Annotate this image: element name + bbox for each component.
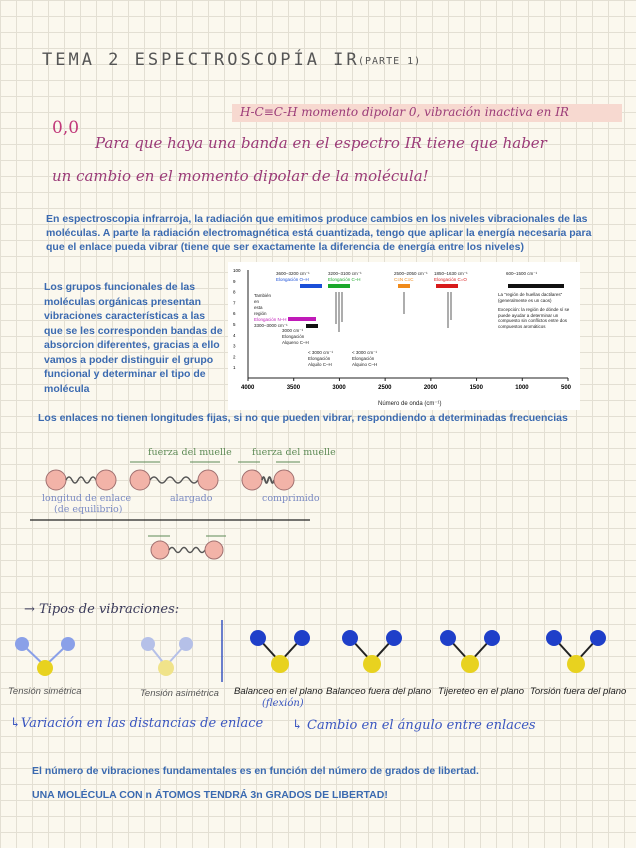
paragraph-quantization: En espectroscopia infrarroja, la radiación que emitimos produce cambios en los niveles vibracionales de las moléculas. A parte la radiación electromagnética está cuantizada, tengo que aplicar la energía necesaria para que el enlace pueda vibrar (tiene que ser exactamente la diferencia de energía entre los niveles) [46,213,592,253]
spring-st [150,477,198,483]
x-tick-label: 1000 [515,385,529,391]
annot-alkyne-1: < 3000 cm⁻¹ [352,350,378,355]
y-tick-label: 7 [233,300,236,306]
y-tick-label: 100 [233,268,241,273]
label-equilibrium-1: longitud de enlace [42,493,132,504]
left-note-3: esta [254,305,263,310]
spring-co [262,477,274,483]
band-range-oh: 3600–3200 cm⁻¹ [276,271,310,276]
atom-eq-right [96,470,116,490]
label-twisting: Torsión fuera del plano [530,686,627,697]
annot-alkene-3: Alqueno C–H [282,340,309,345]
highlight-note-text: H-C≡C-H momento dipolar 0, vibración inactiva en IR [240,105,569,119]
label-asymmetric-stretch: Tensión asimétrica [140,688,219,699]
molecule-scissoring [440,630,500,673]
page-subtitle: (PARTE 1) [358,56,422,67]
label-scissoring: Tijereteo en el plano [438,686,525,697]
force-label-1: fuerza del muelle [148,447,232,458]
band-range-co: 1850–1630 cm⁻¹ [434,271,468,276]
annot-alkyne-2: Elongación [352,356,375,361]
atom-bottom-right [205,541,223,559]
note-bond-distance-text: Variación en las distancias de enlace [20,716,264,731]
y-tick-label: 6 [233,311,236,317]
band-bar-co [436,284,458,288]
x-tick-label: 3000 [332,385,346,391]
x-axis-label: Número de onda (cm⁻¹) [378,401,442,407]
band-bar-nh [288,317,316,321]
atom-co-right [274,470,294,490]
band-bar-ch [328,284,350,288]
vibration-types-heading: → Tipos de vibraciones: [24,602,180,617]
page-title: TEMA 2 ESPECTROSCOPÍA IR [42,50,360,70]
atom-bottom-left [151,541,169,559]
highlight-note [232,104,622,122]
left-note-nh-range: 3300–3000 cm⁻¹ [254,323,288,328]
annot-alkyl-2: Elongación [308,356,331,361]
x-tick-label: 2500 [378,385,392,391]
atom-st-left [130,470,150,490]
band-range-cn: 2500–2050 cm⁻¹ [394,271,428,276]
band-bar-cn [398,284,410,288]
band-range-fingerprint: 600–1500 cm⁻¹ [506,271,538,276]
footer-3n-rule: UNA MOLÉCULA CON n ÁTOMOS TENDRÁ 3n GRADOS DE LIBERTAD! [32,789,388,801]
spring-bottom [169,548,205,553]
molecule-asymmetric-stretch [141,637,193,676]
molecule-twisting [546,630,606,673]
molecule-wagging [342,630,402,673]
footer-degrees-of-freedom: El número de vibraciones fundamentales es en función del número de grados de libertad. [32,765,479,777]
band-range-ch: 3200–3100 cm⁻¹ [328,271,362,276]
x-tick-label: 1500 [469,385,483,391]
atom-eq-left [46,470,66,490]
band-label-oh: Elongación O–H [276,277,309,282]
fingerprint-note [498,292,574,366]
atom-co-left [242,470,262,490]
y-tick-label: 4 [233,332,236,338]
band-bar-oh [300,284,322,288]
atom-st-right [198,470,218,490]
y-tick-label: 2 [233,354,236,360]
vibration-types-heading-text: Tipos de vibraciones: [39,602,180,617]
note-angle-text: Cambio en el ángulo entre enlaces [307,718,536,733]
x-tick-label: 500 [561,385,572,391]
annot-alkyne-3: Alquino C–H [352,362,378,367]
y-tick-label: 1 [233,365,236,371]
paragraph-bond-vibration: Los enlaces no tienen longitudes fijas, si no que pueden vibrar, respondiendo a determinadas frecuencias [38,412,568,424]
x-tick-label: 2000 [423,385,438,391]
left-note-nh: Elongación N–H [254,317,287,322]
y-tick-label: 8 [233,289,236,295]
label-stretched: alargado [170,493,213,504]
annot-alkene-1: 3000 cm⁻¹ [282,328,304,333]
force-label-2: fuerza del muelle [252,447,336,458]
left-note-4: región [254,311,267,316]
note-angle: ↳ Cambio en el ángulo entre enlaces [292,718,536,733]
paragraph-functional-groups: Los grupos funcionales de las moléculas orgánicas presentan vibraciones características a las que se les corresponden bandas de absorcion diferentes, gracias a ello vamos a poder distinguir el grupo funcional y determinar el tipo de molécula [44,281,223,395]
band-label-co: Elongación C=O [434,277,467,282]
label-rocking: Balanceo en el plano [234,686,323,697]
ir-spectrum-chart [228,262,580,410]
fingerprint-title: La "región de huellas dactilares" (generalmente es un caos) [498,292,563,303]
flexion-label: (flexión) [262,698,304,709]
annot-alkene-2: Elongación [282,334,305,339]
intro-line-2: un cambio en el momento dipolar de la molécula! [52,167,429,185]
x-tick-label: 4000 [241,385,255,391]
label-equilibrium-2: (de equilibrio) [54,504,123,515]
y-tick-label: 9 [233,278,236,284]
annot-alkyl-1: < 3000 cm⁻¹ [308,350,334,355]
molecule-rocking-in-plane [250,630,310,673]
label-symmetric-stretch: Tensión simétrica [8,686,82,697]
band-label-cn: C≡N C≡C [394,277,414,282]
y-tick-label: 5 [233,322,236,327]
intro-line-1: Para que haya una banda en el espectro IR tiene que haber [95,134,547,152]
band-bar-fingerprint [508,284,564,288]
x-tick-label: 3500 [286,385,301,391]
dipole-mark: 0,0 [52,118,80,138]
y-tick-label: 3 [233,343,236,349]
spring-eq [66,477,96,483]
label-compressed: comprimido [262,493,320,504]
fingerprint-text: Excepción: la región de dónde sí se puede ayudar a determinar un compuesto sin conflictos entre dos compuestos aromáticos [498,307,570,329]
note-bond-distance: ↳Variación en las distancias de enlace [10,716,264,731]
label-wagging: Balanceo fuera del plano [326,686,432,697]
molecule-symmetric-stretch [15,637,75,676]
band-label-ch: Elongación C–H [328,277,361,282]
left-note-2: en [254,299,260,304]
left-note-1: También [254,293,272,298]
annot-alkyl-3: Alquilo C–H [308,362,332,367]
band-bar-nh-dark [306,324,318,328]
